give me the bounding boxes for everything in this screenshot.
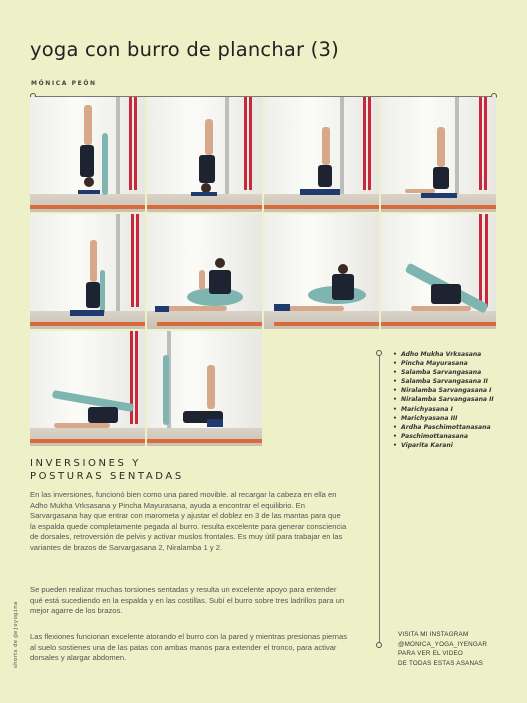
section-heading bbox=[30, 457, 184, 483]
photo-credit bbox=[13, 601, 19, 668]
photo-handstand bbox=[30, 97, 145, 212]
promo-line-2: @MONICA_YOGA_IYENGAR bbox=[398, 640, 488, 648]
promo-line-4: DE TODAS ESTAS ASANAS bbox=[398, 659, 484, 667]
list-item: • Viparita Karani bbox=[393, 441, 494, 450]
list-item: • Salamba Sarvangasana bbox=[393, 368, 494, 377]
list-dot-bottom bbox=[376, 642, 382, 648]
photo-headstand-variation bbox=[381, 97, 496, 212]
photo-supine-legs-up bbox=[147, 331, 262, 446]
photo-forearm-stand bbox=[147, 97, 262, 212]
promo-line-3: PARA VER EL VIDEO bbox=[398, 650, 463, 658]
list-item: • Ardha Paschimottanasana bbox=[393, 423, 494, 432]
paragraph-twists: Se pueden realizar muchas torsiones sentadas y resulta un excelente apoyo para entender qué está sucediendo en la espalda y en las costillas. Subí el burro sobre tres ladrillos para un mejor agarre de los brazos. bbox=[30, 585, 345, 615]
list-divider bbox=[379, 353, 380, 646]
list-item: • Niralamba Sarvangasana I bbox=[393, 386, 494, 395]
list-item: • Salamba Sarvangasana II bbox=[393, 377, 494, 386]
list-item: • Paschimottanasana bbox=[393, 432, 494, 441]
photo-credit-handle: @ejoyogina bbox=[13, 601, 19, 638]
list-item: • Marichyasana III bbox=[393, 414, 494, 423]
photo-plough bbox=[30, 331, 145, 446]
instagram-promo bbox=[398, 630, 487, 668]
list-item: • Adho Mukha Vrksasana bbox=[393, 350, 494, 359]
author-name: MÓNICA PEÓN bbox=[31, 80, 97, 87]
page-title: yoga con burro de planchar (3) bbox=[30, 38, 339, 61]
list-item: • Niralamba Sarvangasana II bbox=[393, 395, 494, 404]
list-dot-top bbox=[376, 350, 382, 356]
photo-headstand bbox=[264, 97, 379, 212]
list-item: • Pincha Mayurasana bbox=[393, 359, 494, 368]
section-heading-line-2: POSTURAS SENTADAS bbox=[30, 471, 184, 482]
photo-seated-twist-2 bbox=[264, 214, 379, 329]
asana-list bbox=[393, 350, 494, 450]
photo-credit-prefix: shorts de bbox=[13, 639, 19, 668]
paragraph-forward-bends: Las flexiones funcionan excelente atorando el burro con la pared y mientras presionas piernas al suelo sostienes una de las patas con ambas manos para extender el tronco, para activar dorsales y alargar abdomen. bbox=[30, 632, 348, 662]
list-item: • Marichyasana I bbox=[393, 405, 494, 414]
photo-seated-twist-1 bbox=[147, 214, 262, 329]
promo-line-1: VISITA MI INSTAGRAM bbox=[398, 631, 469, 638]
photo-seated-forward-bend bbox=[381, 214, 496, 329]
paragraph-inversions: En las inversiones, funcionó bien como una pared movible. al recargar la cabeza en ella en Adho Mukha Vrksasana y Pincha Mayurasana, ayuda a encontrar el equilibrio. En Sarvargasana hay que entrar con marometa y ajustar el doblez en 3 de las mantas para que la espalda quede completamente pegada al burro. resulta excelente para generar consciencia de dorsales, retroversión de pelvis y activar muslos frontales. Es muy útil para trabajar en las variantes de brazos de Sarvargasana 2, Niralamba 1 y 2. bbox=[30, 490, 347, 552]
photo-shoulderstand bbox=[30, 214, 145, 329]
section-heading-line-1: INVERSIONES Y bbox=[30, 458, 141, 469]
